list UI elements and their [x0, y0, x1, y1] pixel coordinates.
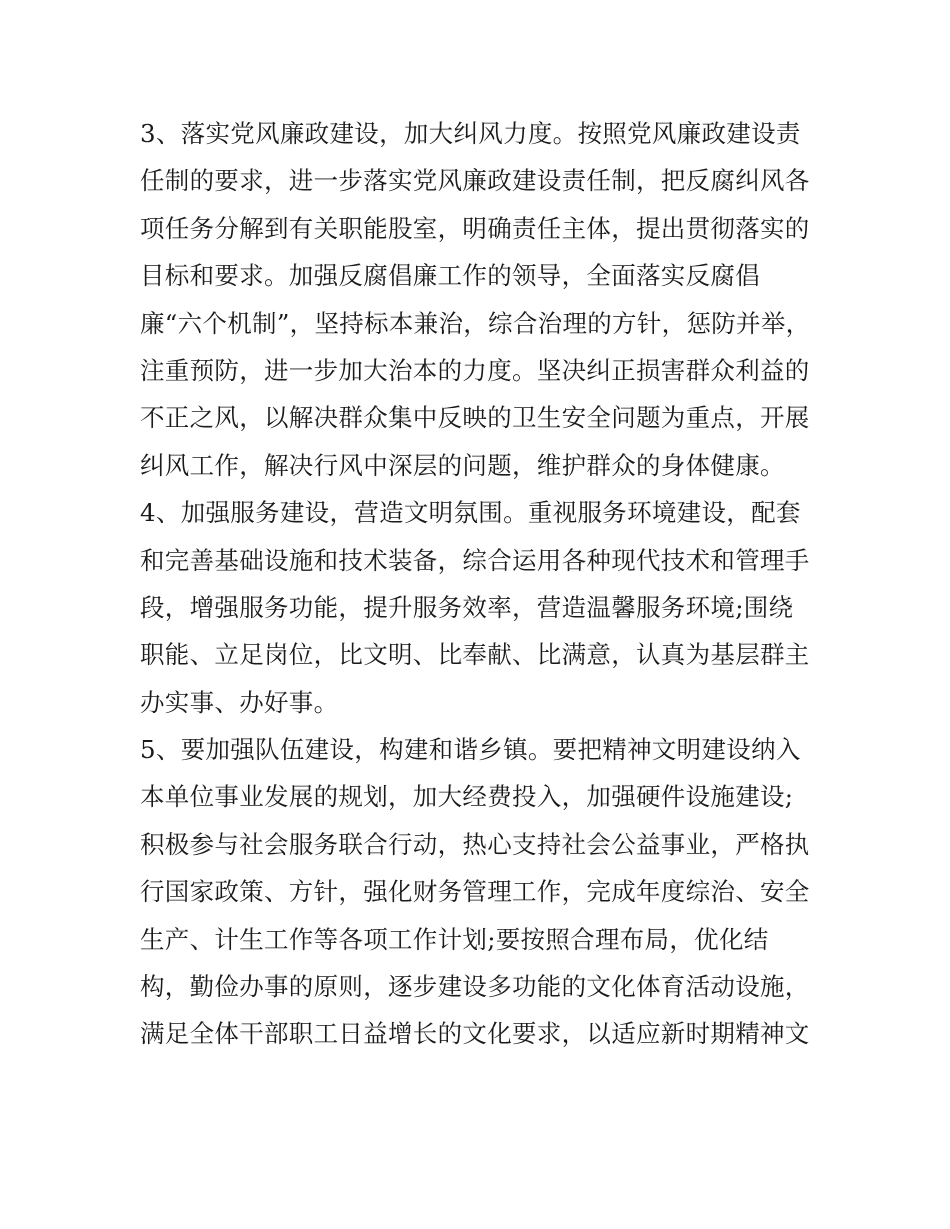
text-line: 廉“六个机制”，坚持标本兼治，综合治理的方针，惩防并举，	[140, 308, 811, 338]
text-line: 不正之风，以解决群众集中反映的卫生安全问题为重点，开展	[140, 403, 810, 433]
text-line: 行国家政策、方针，强化财务管理工作，完成年度综治、安全	[140, 877, 810, 907]
text-line: 办实事、办好事。	[140, 687, 339, 717]
text-line: 段，增强服务功能，提升服务效率，营造温馨服务环境;围绕	[140, 592, 794, 622]
text-line: 满足全体干部职工日益增长的文化要求，以适应新时期精神文	[140, 1019, 810, 1049]
text-line: 目标和要求。加强反腐倡廉工作的领导，全面落实反腐倡	[140, 261, 760, 291]
text-line: 注重预防，进一步加大治本的力度。坚决纠正损害群众利益的	[140, 355, 810, 385]
text-line: 积极参与社会服务联合行动，热心支持社会公益事业，严格执	[140, 829, 810, 859]
text-line: 项任务分解到有关职能股室，明确责任主体，提出贯彻落实的	[140, 213, 810, 243]
text-line: 3、落实党风廉政建设，加大纠风力度。按照党风廉政建设责	[140, 119, 801, 148]
text-line: 生产、计生工作等各项工作计划;要按照合理布局，优化结	[140, 924, 769, 954]
text-line: 构，勤俭办事的原则，逐步建设多功能的文化体育活动设施，	[140, 972, 810, 1002]
text-line: 任制的要求，进一步落实党风廉政建设责任制，把反腐纠风各	[140, 166, 810, 196]
text-line: 4、加强服务建设，营造文明氛围。重视服务环境建设，配套	[140, 498, 801, 528]
document-body	[140, 110, 820, 1058]
text-line: 5、要加强队伍建设，构建和谐乡镇。要把精神文明建设纳入	[140, 735, 801, 765]
text-line: 职能、立足岗位，比文明、比奉献、比满意，认真为基层群主	[140, 640, 810, 670]
text-line: 和完善基础设施和技术装备，综合运用各种现代技术和管理手	[140, 545, 810, 575]
text-line: 纠风工作，解决行风中深层的问题，维护群众的身体健康。	[140, 450, 785, 480]
text-line: 本单位事业发展的规划，加大经费投入，加强硬件设施建设;	[140, 782, 794, 812]
